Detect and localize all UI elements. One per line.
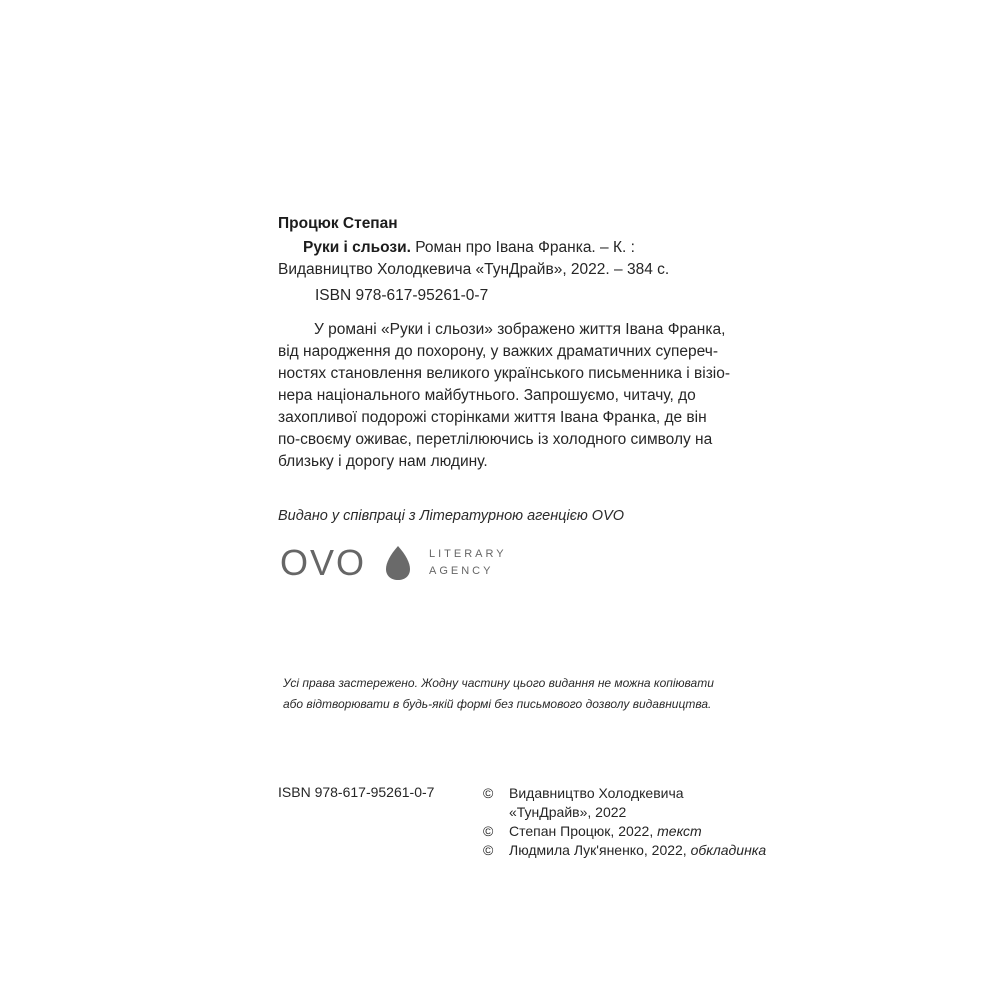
- bibliographic-record: [278, 237, 758, 281]
- biblio-publisher-line: Видавництво Холодкевича «ТунДрайв», 2022. – 384 с.: [278, 261, 670, 278]
- ovo-agency-logo: [280, 540, 540, 590]
- cooperation-note: Видано у співпраці з Літературною агенцією OVO: [278, 508, 625, 524]
- book-title: Руки і сльози.: [303, 239, 411, 256]
- logo-ovo-text: OVO: [280, 542, 367, 583]
- logo-agency-text: [429, 546, 507, 580]
- logo-line-agency: AGENCY: [429, 565, 494, 577]
- copyright-role: текст: [657, 823, 702, 839]
- copyright-text: Степан Процюк, 2022,: [509, 823, 658, 839]
- copyright-text: Видавництво Холодкевича: [509, 785, 684, 801]
- annotation-line: нера національного майбутнього. Запрошуємо, читачу, до: [278, 387, 696, 404]
- logo-line-literary: LITERARY: [429, 548, 507, 560]
- annotation-line: по-своєму оживає, перетлілюючись із холодного символу на: [278, 431, 713, 448]
- rights-line: Усі права застережено. Жодну частину цього видання не можна копіювати: [283, 676, 714, 690]
- annotation-line: захопливої подорожі сторінками життя Івана Франка, де він: [278, 409, 707, 426]
- copyright-row: [483, 822, 766, 841]
- copyright-symbol: ©: [483, 785, 494, 801]
- copyright-row: [483, 841, 766, 860]
- annotation-line: від народження до похорону, у важких драматичних супереч-: [278, 343, 718, 360]
- rights-line: або відтворювати в будь-якій формі без письмового дозволу видавництва.: [283, 697, 712, 711]
- annotation-line: У романі «Руки і сльози» зображено життя Івана Франка,: [314, 321, 726, 338]
- isbn-bottom: ISBN 978-617-95261-0-7: [278, 784, 435, 800]
- copyright-text: Людмила Лук'яненко, 2022,: [509, 842, 691, 858]
- copyright-row: [483, 784, 766, 803]
- copyright-role: обкладинка: [690, 842, 767, 858]
- annotation: [278, 319, 774, 473]
- isbn-top: ISBN 978-617-95261-0-7: [315, 287, 489, 304]
- copyright-text: «ТунДрайв», 2022: [509, 804, 627, 820]
- annotation-line: ностях становлення великого українського письменника і візіо-: [278, 365, 731, 382]
- biblio-description: Роман про Івана Франка. – К. :: [410, 239, 635, 256]
- copyright-symbol: ©: [483, 823, 494, 839]
- copyright-symbol: ©: [483, 842, 494, 858]
- biblio-line-1: [278, 237, 758, 259]
- annotation-line: близьку і дорогу нам людину.: [278, 453, 488, 470]
- copyright-row: [483, 803, 766, 822]
- author-name: Процюк Степан: [278, 215, 398, 232]
- egg-icon: [385, 545, 411, 581]
- copyright-list: [483, 784, 766, 860]
- rights-notice: [283, 673, 714, 715]
